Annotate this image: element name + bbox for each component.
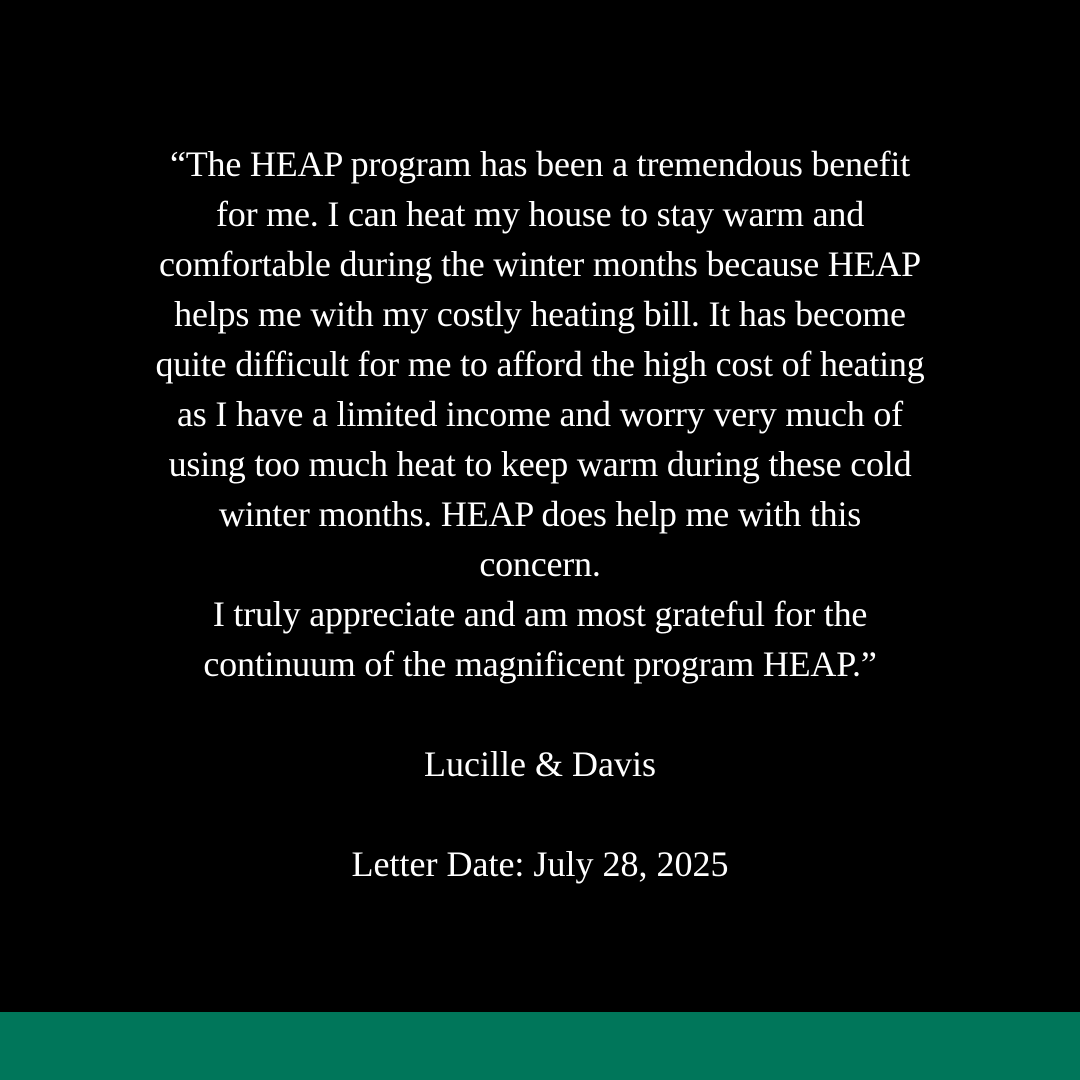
quote-line: comfortable during the winter months because HEAP [158,244,921,284]
quote-line: continuum of the magnificent program HEAP.” [203,644,877,684]
quote-line: quite difficult for me to afford the high cost of heating [155,344,925,384]
quote-line: helps me with my costly heating bill. It has become [174,294,906,334]
quote-line: “The HEAP program has been a tremendous benefit [169,144,910,184]
footer-color-band [0,1012,1080,1080]
testimonial-signature: Lucille & Davis [424,744,656,784]
letter-date: Letter Date: July 28, 2025 [351,844,729,884]
testimonial-quote [100,139,980,689]
quote-line: winter months. HEAP does help me with this [218,494,862,534]
quote-line: using too much heat to keep warm during these cold [168,444,912,484]
quote-line: concern. [479,544,601,584]
quote-line: for me. I can heat my house to stay warm and [216,194,864,234]
quote-line: I truly appreciate and am most grateful for the [212,594,868,634]
quote-line: as I have a limited income and worry very much of [177,394,903,434]
